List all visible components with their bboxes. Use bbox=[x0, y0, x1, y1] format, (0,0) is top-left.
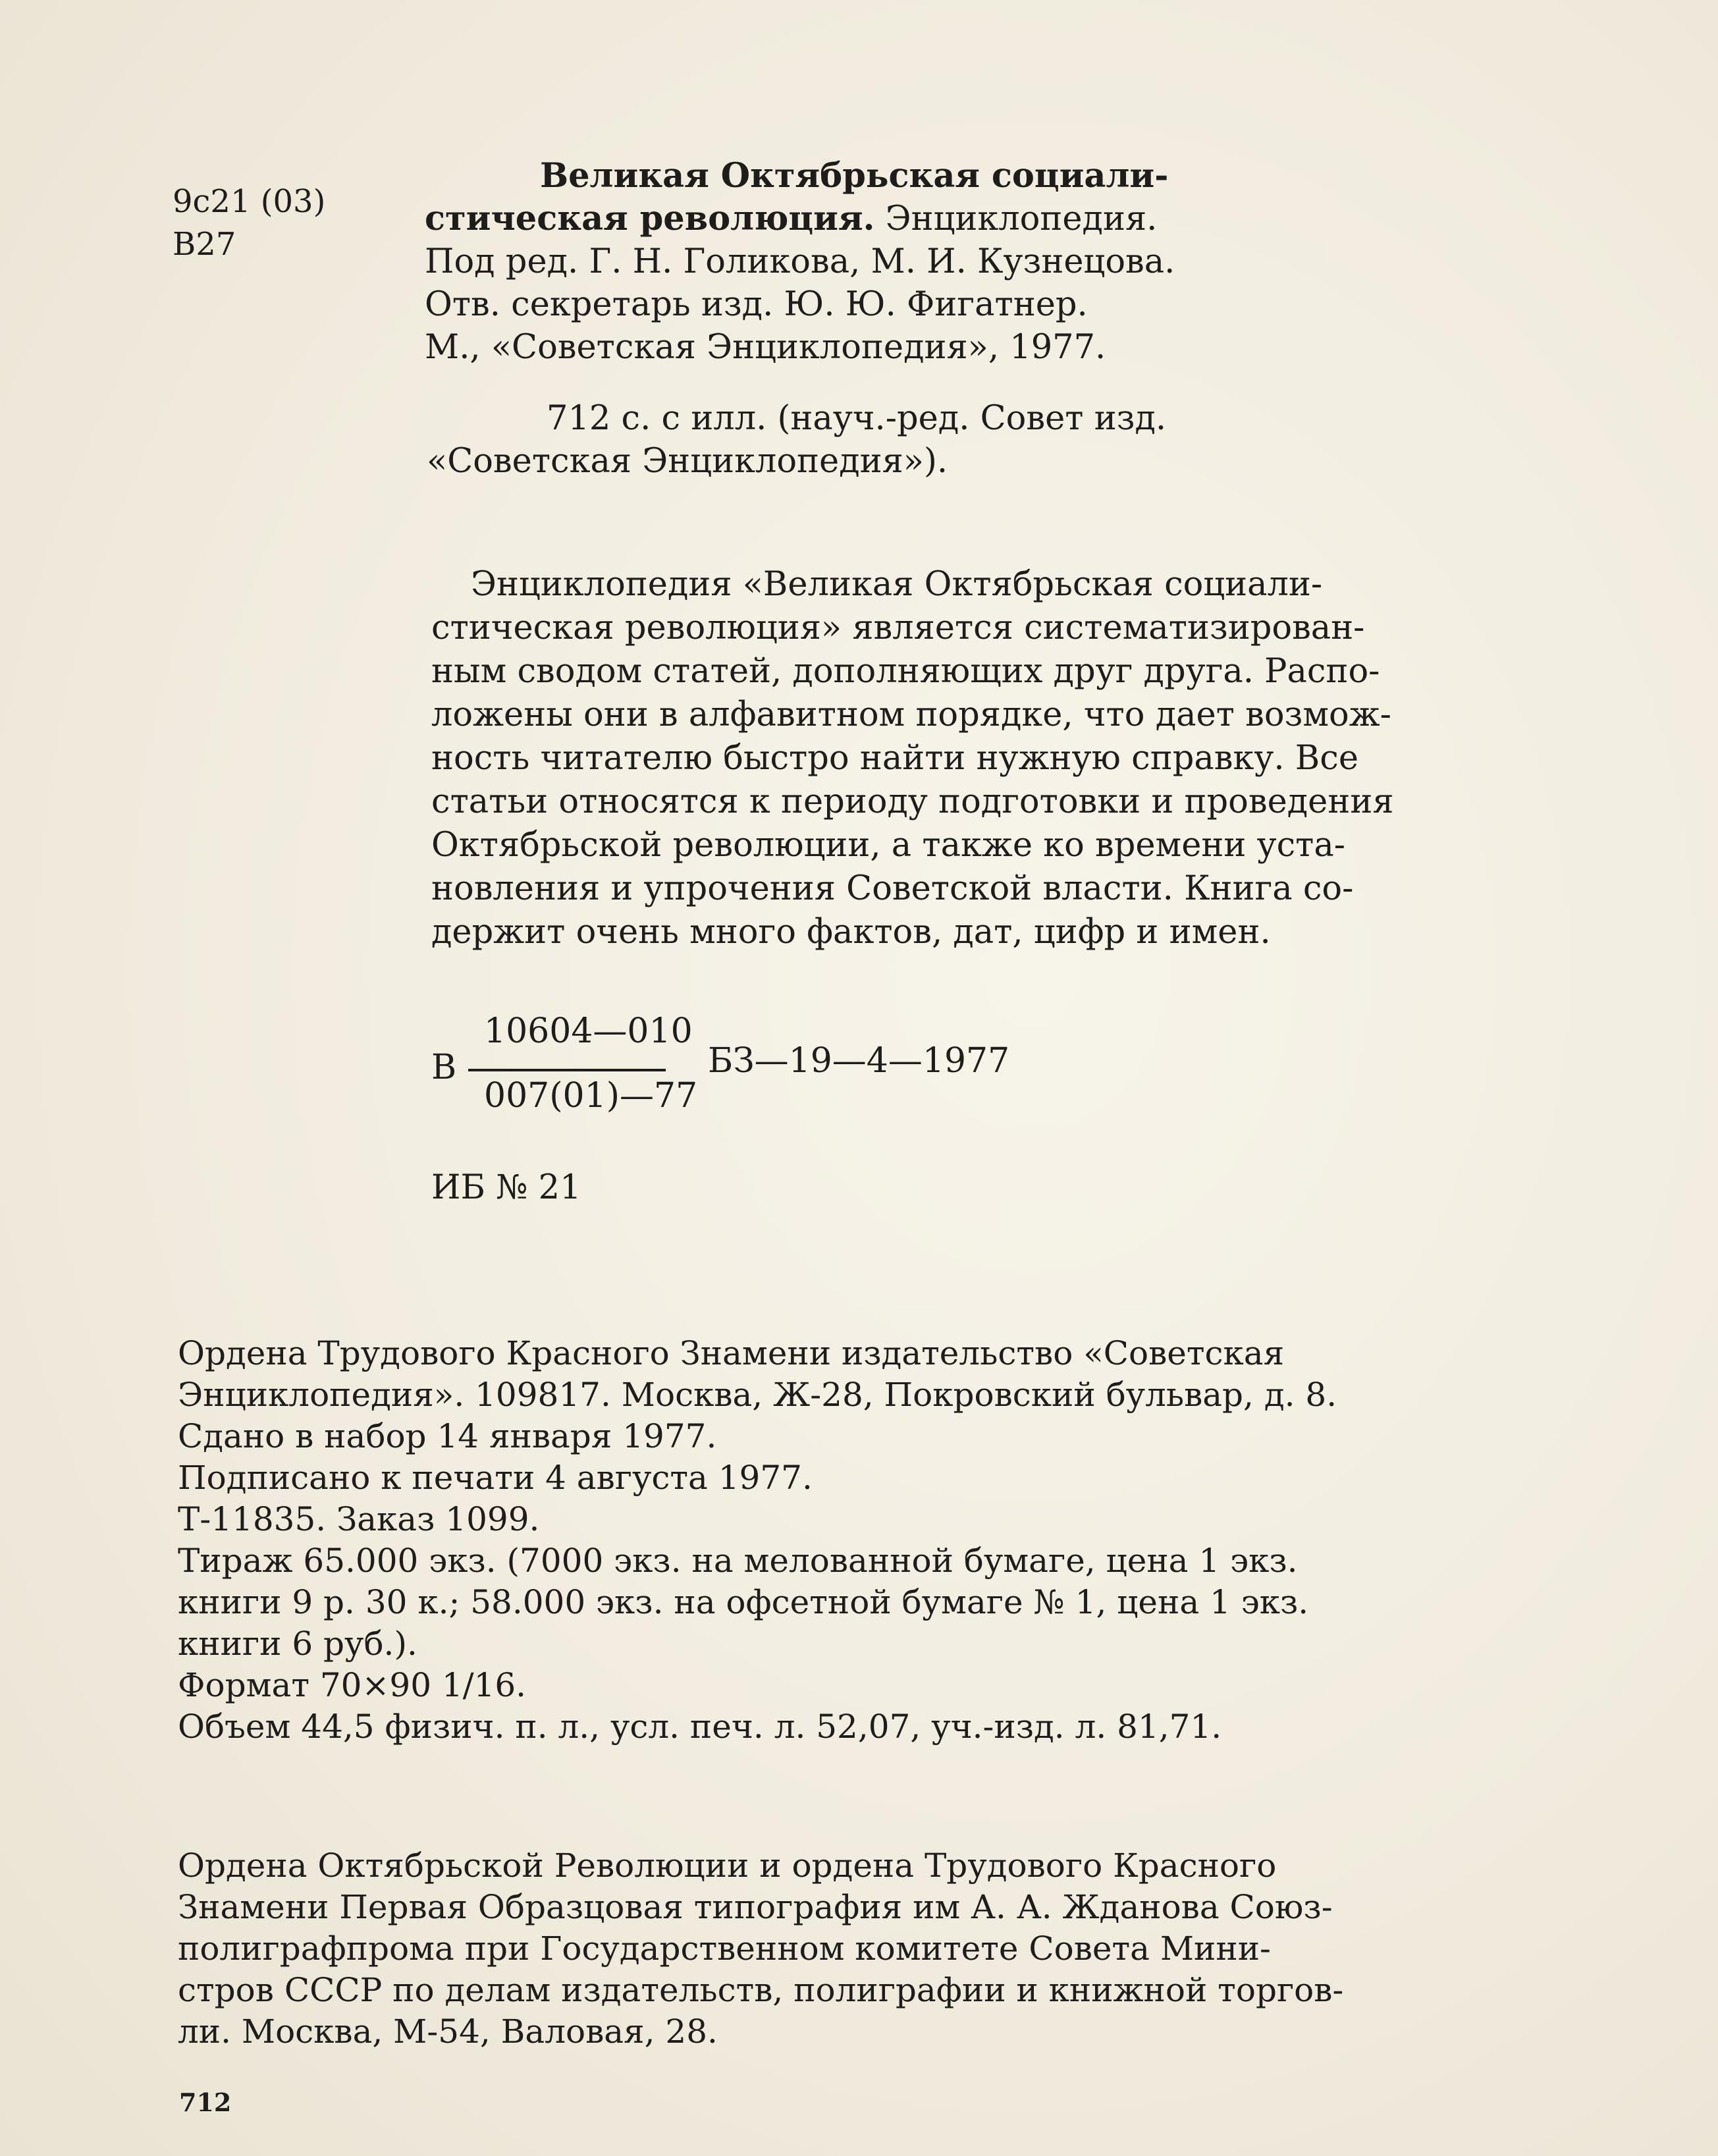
abstract-line-1: Энциклопедия «Великая Октябрьская социали- bbox=[471, 565, 1323, 604]
printer-line-3: полиграфпрома при Государственном комитете Совета Мини- bbox=[178, 1929, 1271, 1968]
title-bold-line-1: Великая Октябрьская социали- bbox=[540, 156, 1169, 196]
abstract-line-9: держит очень много фактов, дат, цифр и имен. bbox=[431, 913, 1271, 952]
abstract-line-5: ность читателю быстро найти нужную справку. Все bbox=[431, 739, 1359, 778]
printer-line-2: Знамени Первая Образцовая типография им А. А. Жданова Союз- bbox=[178, 1888, 1333, 1926]
catalog-code-prefix: В bbox=[431, 1048, 457, 1087]
imprint-line-4: Подписано к печати 4 августа 1977. bbox=[178, 1459, 813, 1497]
imprint-line-2: Энциклопедия». 109817. Москва, Ж-28, Покровский бульвар, д. 8. bbox=[178, 1376, 1337, 1414]
abstract-line-3: ным сводом статей, дополняющих друг друга. Распо- bbox=[431, 652, 1380, 691]
fraction-bar bbox=[468, 1069, 666, 1071]
catalog-code-denominator: 007(01)—77 bbox=[484, 1076, 698, 1116]
title-rest: Энциклопедия. bbox=[885, 200, 1158, 238]
imprint-line-9: Формат 70×90 1/16. bbox=[178, 1666, 527, 1704]
pages-info-line-1: 712 с. с илл. (науч.-ред. Совет изд. bbox=[547, 399, 1167, 438]
bib-secretary: Отв. секретарь изд. Ю. Ю. Фигатнер. bbox=[425, 285, 1088, 324]
udk-code-line-1: 9с21 (03) bbox=[173, 183, 326, 220]
abstract-line-4: ложены они в алфавитном порядке, что дает возмож- bbox=[431, 695, 1391, 734]
catalog-code-numerator: 10604—010 bbox=[484, 1011, 693, 1051]
imprint-line-10: Объем 44,5 физич. п. л., усл. печ. л. 52,07, уч.-изд. л. 81,71. bbox=[178, 1708, 1222, 1746]
imprint-line-7: книги 9 р. 30 к.; 58.000 экз. на офсетной бумаге № 1, цена 1 экз. bbox=[178, 1583, 1309, 1621]
abstract-line-6: статьи относятся к периоду подготовки и проведения bbox=[431, 782, 1394, 821]
udk-code-line-2: В27 bbox=[173, 226, 236, 263]
bib-publisher: М., «Советская Энциклопедия», 1977. bbox=[425, 328, 1106, 367]
page-number: 712 bbox=[179, 2088, 232, 2117]
bib-editors: Под ред. Г. Н. Голикова, М. И. Кузнецова. bbox=[425, 242, 1175, 281]
printer-line-5: ли. Москва, М-54, Валовая, 28. bbox=[178, 2012, 718, 2051]
imprint-line-8: книги 6 руб.). bbox=[178, 1625, 417, 1663]
abstract-line-8: новления и упрочения Советской власти. Книга со- bbox=[431, 869, 1354, 908]
ib-number: ИБ № 21 bbox=[431, 1168, 581, 1207]
printer-line-4: стров СССР по делам издательств, полиграфии и книжной торгов- bbox=[178, 1971, 1344, 2009]
pages-info-line-2: «Советская Энциклопедия»). bbox=[427, 442, 948, 481]
imprint-line-3: Сдано в набор 14 января 1977. bbox=[178, 1417, 717, 1455]
imprint-line-6: Тираж 65.000 экз. (7000 экз. на мелованной бумаге, цена 1 экз. bbox=[178, 1542, 1298, 1580]
catalog-code-suffix: БЗ—19—4—1977 bbox=[708, 1041, 1010, 1081]
imprint-line-5: Т-11835. Заказ 1099. bbox=[178, 1500, 540, 1538]
printer-line-1: Ордена Октябрьской Революции и ордена Трудового Красного bbox=[178, 1846, 1277, 1885]
abstract-line-2: стическая революция» является систематизирован- bbox=[431, 608, 1365, 647]
abstract-line-7: Октябрьской революции, а также ко времени уста- bbox=[431, 826, 1346, 865]
title-line-2 bbox=[425, 199, 1158, 238]
imprint-line-1: Ордена Трудового Красного Знамени издательство «Советская bbox=[178, 1334, 1285, 1372]
title-bold-line-2: стическая революция. bbox=[425, 199, 875, 238]
